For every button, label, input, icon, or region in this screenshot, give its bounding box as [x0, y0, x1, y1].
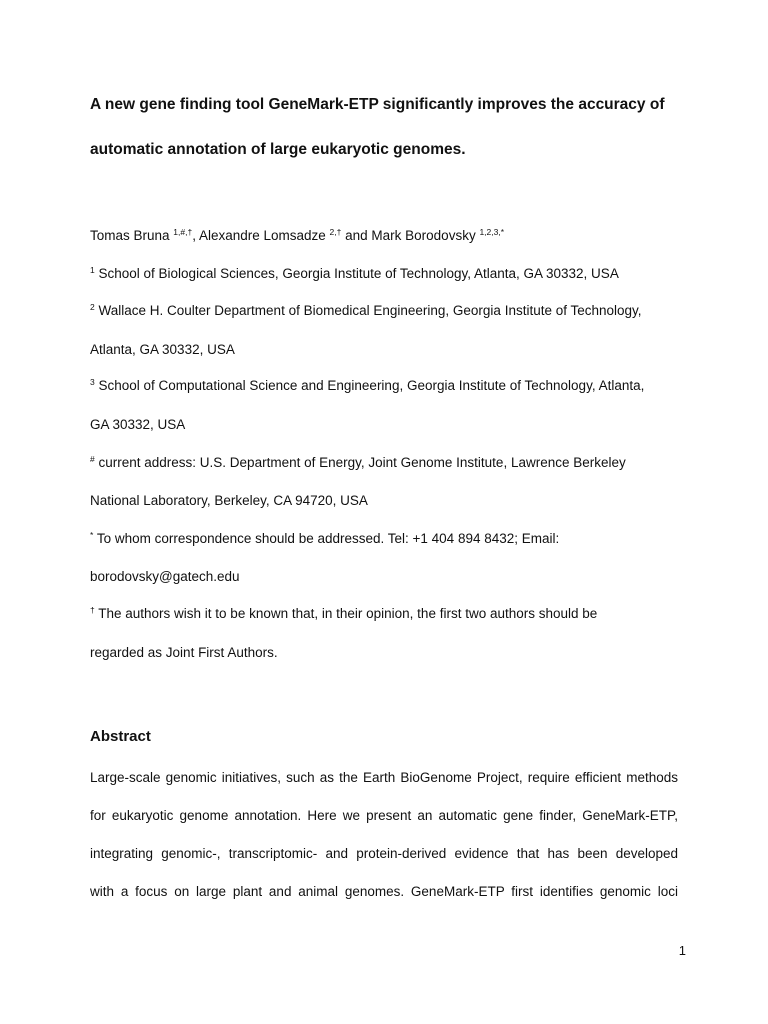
- affiliation-text: School of Computational Science and Engineering, Georgia Institute of Technology, Atlanta,: [98, 378, 645, 393]
- affiliation-mark: 2: [90, 302, 95, 312]
- note-text: The authors wish it to be known that, in their opinion, the first two authors should be: [98, 606, 598, 621]
- affiliation-3: [90, 378, 690, 393]
- correspondence-note: [90, 531, 690, 546]
- author-separator: ,: [192, 228, 199, 243]
- author-affiliation-marks: 1,#,†: [173, 227, 193, 237]
- note-text: current address: U.S. Department of Energy, Joint Genome Institute, Lawrence Berkeley: [98, 455, 626, 470]
- note-text: To whom correspondence should be addressed. Tel: +1 404 894 8432; Email:: [96, 531, 560, 546]
- abstract-heading: Abstract: [90, 728, 151, 745]
- affiliation-2-continued: Atlanta, GA 30332, USA: [90, 342, 235, 357]
- affiliation-mark: 3: [90, 377, 95, 387]
- note-mark: *: [90, 530, 94, 540]
- affiliation-text: Wallace H. Coulter Department of Biomedical Engineering, Georgia Institute of Technology,: [98, 303, 642, 318]
- paper-title-line-2: automatic annotation of large eukaryotic genomes.: [90, 141, 466, 158]
- affiliation-2: [90, 303, 690, 318]
- author-affiliation-marks: 2,†: [329, 227, 342, 237]
- author-name: Tomas Bruna: [90, 228, 174, 243]
- abstract-line: integrating genomic-, transcriptomic- and protein-derived evidence that has been developed: [90, 846, 678, 861]
- page-number: 1: [678, 943, 686, 958]
- affiliation-text: School of Biological Sciences, Georgia Institute of Technology, Atlanta, GA 30332, USA: [98, 266, 619, 281]
- joint-first-authors-note: [90, 606, 690, 621]
- author-name: Alexandre Lomsadze: [198, 228, 330, 243]
- joint-first-authors-note-continued: regarded as Joint First Authors.: [90, 645, 278, 660]
- author-separator: and: [341, 228, 372, 243]
- note-mark: #: [90, 454, 95, 464]
- author-list: [90, 228, 690, 243]
- author-name: Mark Borodovsky: [371, 228, 480, 243]
- affiliation-1: [90, 266, 690, 281]
- author-affiliation-marks: 1,2,3,*: [479, 227, 505, 237]
- paper-title-line-1: A new gene finding tool GeneMark-ETP significantly improves the accuracy of: [90, 96, 665, 113]
- note-mark: †: [90, 605, 95, 615]
- abstract-line: with a focus on large plant and animal genomes. GeneMark-ETP first identifies genomic loci: [90, 884, 678, 899]
- abstract-line: Large-scale genomic initiatives, such as the Earth BioGenome Project, require efficient methods: [90, 770, 678, 785]
- current-address-note-continued: National Laboratory, Berkeley, CA 94720, USA: [90, 493, 368, 508]
- current-address-note: [90, 455, 690, 470]
- affiliation-3-continued: GA 30332, USA: [90, 417, 186, 432]
- affiliation-mark: 1: [90, 265, 95, 275]
- abstract-line: for eukaryotic genome annotation. Here we present an automatic gene finder, GeneMark-ETP,: [90, 808, 678, 823]
- correspondence-email: borodovsky@gatech.edu: [90, 569, 240, 584]
